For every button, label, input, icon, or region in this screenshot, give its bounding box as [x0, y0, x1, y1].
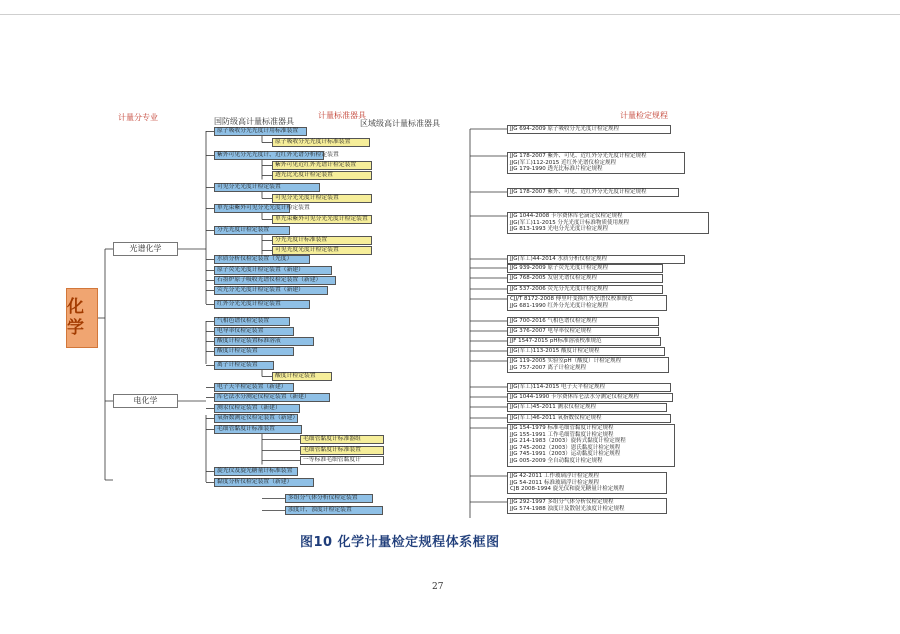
standard-line: JJG 178-2007 紫外、可见、近红外分光光度计检定规程 — [510, 189, 647, 195]
verification-standard-box — [507, 212, 709, 234]
figure-caption: 图10 化学计量检定规程体系框图 — [300, 535, 500, 550]
verification-standard-box — [507, 472, 667, 494]
standard-line: JJG(军工)113-2015 酸度计检定规程 — [510, 348, 600, 354]
device-box: 测汞仪检定装置（新建） — [214, 404, 300, 413]
standard-line: JJG 54-2011 标准玻璃浮计检定规程 — [510, 479, 599, 486]
device-box: 气相色谱仪检定装置 — [214, 317, 290, 326]
header-verification: 计量检定规程 — [620, 111, 668, 120]
verification-standard-box — [507, 357, 669, 373]
header-instrument: 计量标准器具 — [318, 111, 366, 120]
verification-standard-box — [507, 393, 673, 402]
device-box: 红外分光光度计检定装置 — [214, 300, 310, 309]
standard-line: JJF 1547-2015 pH标准溶液校准规范 — [510, 338, 602, 344]
device-box: 毛细管黏度计标准装置 — [214, 425, 302, 434]
standard-line: JJG 694-2009 原子吸收分光光度计检定规程 — [510, 126, 619, 132]
standard-line: JJG 292-1997 多组分气体分析仪检定规程 — [510, 499, 614, 505]
verification-standard-box — [507, 285, 663, 294]
standard-line: JJG 1044-2008 卡尔费休库仑滴定仪检定规程 — [510, 213, 623, 219]
standard-line: JJG(军工)44-2014 水质分析仪检定规程 — [510, 256, 608, 262]
device-box: 可见分光光度计检定装置 — [272, 194, 372, 203]
standard-line: CJJ/T 8172-2008 傅里叶变换红外光谱仪校准规范 — [510, 296, 633, 302]
standard-line: JJG 537-2006 荧光分光光度计检定规程 — [510, 286, 608, 292]
standard-line: JJG 179-1990 透光比标准片检定规程 — [510, 166, 603, 173]
verification-standard-box — [507, 337, 661, 346]
standard-line: JJG 700-2016 气相色谱仪检定规程 — [510, 318, 597, 324]
category-electrochemistry: 电化学 — [113, 394, 178, 408]
standard-line: JJG 757-2007 离子计检定规程 — [510, 364, 586, 371]
standard-line: JJG 1044-1990 卡尔费休库仑法水分测定仪检定规程 — [510, 394, 639, 400]
verification-standard-box — [507, 274, 663, 283]
device-box: 荧光分光光度计检定装置（新建） — [214, 286, 328, 295]
standard-line: JJG 813-1993 光电分光光度计检定规程 — [510, 226, 608, 233]
standard-line: JJG 939-2009 原子荧光光度计检定规程 — [510, 265, 608, 271]
verification-standard-box — [507, 295, 667, 311]
device-box: 紫外可见近红外光谱计检定装置 — [272, 161, 372, 170]
device-box: 氧指数测定仪检定装置（新建） — [214, 414, 298, 423]
device-box: 毛细管黏度计标准器组 — [300, 435, 384, 444]
device-box: 可见光度光度计检定装置 — [272, 246, 372, 255]
standard-line: JJG 681-1990 红外分光光度计检定规程 — [510, 302, 608, 309]
standard-line: JJG 154-1979 标准毛细管黏度计检定规程 — [510, 425, 614, 431]
header-national-standard: 国防级高计量标准器具 — [214, 117, 294, 126]
standard-line: JJG 745-1991（2003）运动黏度计检定规程 — [510, 451, 621, 458]
verification-standard-box — [507, 152, 685, 174]
page-number: 27 — [432, 582, 444, 592]
standard-line: JJG 768-2005 发射光谱仪检定规程 — [510, 275, 597, 281]
device-box: 电导率仪检定装置 — [214, 327, 294, 336]
standard-line: JJG(军工)114-2015 电子天平检定规程 — [510, 384, 606, 390]
standard-line: JJG 376-2007 电导率仪检定规程 — [510, 328, 592, 334]
device-box: 一等标准毛细管黏度计 — [300, 456, 384, 465]
standard-line: JJG 119-2005 实验室pH（酸度）计检定规程 — [510, 358, 622, 364]
device-box: 单光束紫外可见分光光度计检定装置 — [214, 204, 290, 213]
standard-line: JJG(军工)46-2011 氧指数仪检定规程 — [510, 415, 602, 421]
device-box: 分光光度计标准装置 — [272, 236, 372, 245]
verification-standard-box — [507, 125, 671, 134]
verification-standard-box — [507, 317, 659, 326]
device-box: 石墨炉原子吸收光谱仪检定装置（新建） — [214, 276, 336, 285]
device-box: 电子天平检定装置（新建） — [214, 383, 294, 392]
standard-line: JJG 745-2002（2003）恩氏黏度计检定规程 — [510, 444, 621, 451]
header-field: 计量分专业 — [118, 113, 158, 122]
device-box: 酸度计检定装置标准溶液 — [214, 337, 314, 346]
standard-line: JJG 42-2011 工作玻璃浮计检定规程 — [510, 473, 599, 479]
device-box: 浊度计、浊度计检定装置 — [285, 506, 383, 515]
device-box: 旋光仪及旋光糖量计标准装置 — [214, 467, 298, 476]
header-regional-standard: 区域级高计量标准器具 — [360, 119, 440, 128]
standard-line: JJG 574-1988 浊度计及散射光浊度计检定规程 — [510, 505, 625, 512]
verification-standard-box — [507, 255, 685, 264]
standard-line: JJG 178-2007 紫外、可见、近红外分光光度计检定规程 — [510, 153, 647, 159]
device-box: 原子吸收分光光度计标准装置 — [272, 138, 370, 147]
verification-standard-box — [507, 264, 663, 273]
category-spectroscopy-chemistry: 光谱化学 — [113, 242, 178, 256]
verification-standard-box — [507, 424, 675, 467]
device-box: 酸度计检定装置 — [272, 372, 332, 381]
verification-standard-box — [507, 383, 671, 392]
device-box: 单光束紫外可见分光光度计检定装置 — [272, 215, 372, 224]
device-box: 酸度计检定装置 — [214, 347, 294, 356]
standard-line: JJG 155-1991 工作毛细管黏度计检定规程 — [510, 431, 614, 438]
device-box: 可见分光光度计检定装置 — [214, 183, 320, 192]
device-box: 原子荧光光度计检定装置（新建） — [214, 266, 332, 275]
device-box: 水质分析仪检定装置（光度） — [214, 255, 310, 264]
standard-line: JJG 005-2009 全自动黏度计检定规程 — [510, 457, 603, 464]
device-box: 分光光度计检定装置 — [214, 226, 290, 235]
device-box: 紫外可见分光光度计、近红外光谱分析检定装置 — [214, 151, 324, 160]
verification-standard-box — [507, 414, 671, 423]
standard-line: JJG(军工)11-2015 分光光度计标准物质使用规程 — [510, 219, 630, 226]
verification-standard-box — [507, 188, 679, 197]
device-box: 黏度分析仪检定装置（新建） — [214, 478, 314, 487]
device-box: 库仑法水分测定仪检定装置（新建） — [214, 393, 330, 402]
verification-standard-box — [507, 327, 659, 336]
standard-line: JJG(军工)45-2011 测汞仪检定规程 — [510, 404, 597, 410]
device-box: 多组分气体分析仪检定装置 — [285, 494, 373, 503]
verification-standard-box — [507, 403, 667, 412]
standard-line: JJG 214-1983（2003）旋转式黏度计检定规程 — [510, 438, 626, 445]
root-node-chemistry — [66, 288, 98, 348]
device-box: 毛细管黏度计标准装置 — [300, 446, 384, 455]
verification-standard-box — [507, 347, 665, 356]
standard-line: JJG(军工)112-2015 近红外光谱仪检定规程 — [510, 159, 617, 166]
standard-line: CJB 2008-1994 旋光仪和旋光糖量计检定规程 — [510, 486, 625, 493]
device-box: 透光比光度计检定装置 — [272, 171, 372, 180]
root-label: 化学 — [67, 297, 84, 338]
verification-standard-box — [507, 498, 667, 514]
device-box: 原子吸收分光光度计用标准装置 — [214, 127, 307, 136]
device-box: 离子计检定装置 — [214, 361, 274, 370]
